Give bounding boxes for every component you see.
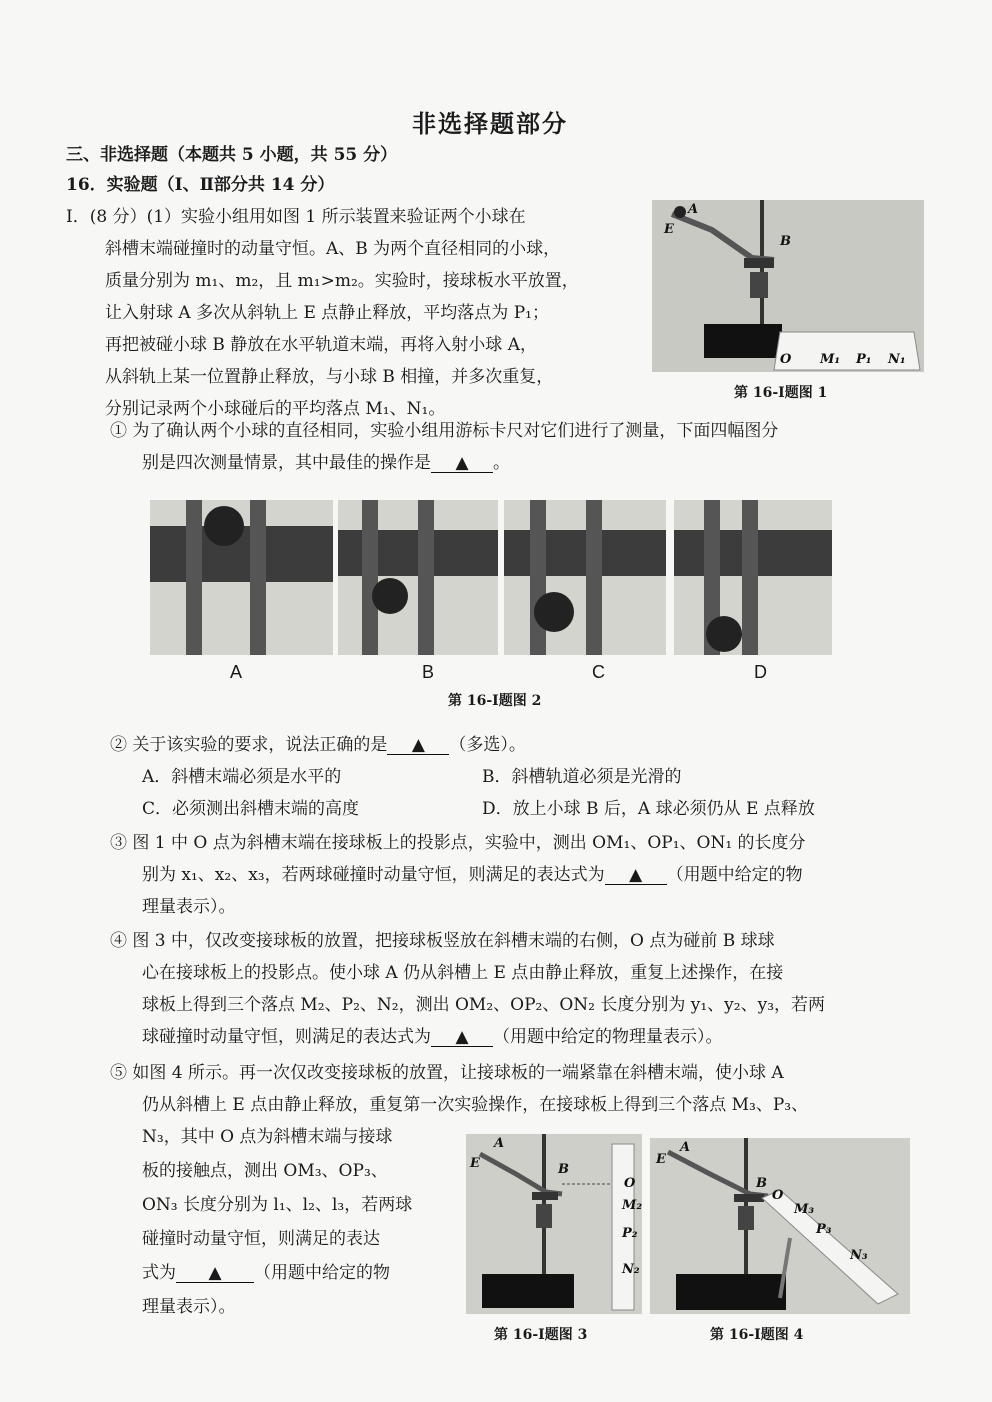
label-P3: P₃ bbox=[816, 1222, 832, 1237]
figure-2-caption: 第 16-Ⅰ题图 2 bbox=[448, 693, 542, 709]
label-O: O bbox=[780, 352, 792, 367]
q5-line: 碰撞时动量守恒，则满足的表达 bbox=[142, 1229, 380, 1249]
q5-line: ON₃ 长度分别为 l₁、l₂、l₃，若两球 bbox=[142, 1195, 413, 1215]
intro-line: 质量分别为 m₁、m₂，且 m₁>m₂。实验时，接球板水平放置， bbox=[105, 271, 579, 291]
q4-text: 球碰撞时动量守恒，则满足的表达式为 bbox=[142, 1027, 431, 1047]
caliper-photo-c bbox=[504, 500, 666, 655]
label-P1: P₁ bbox=[856, 352, 872, 367]
label-M1: M₁ bbox=[820, 352, 841, 367]
option-label-c: C bbox=[592, 662, 605, 682]
question-heading: 16．实验题（Ⅰ、Ⅱ部分共 14 分） bbox=[66, 175, 335, 195]
q4-line: ④ 图 3 中，仅改变接球板的放置，把接球板竖放在斜槽末端的右侧，O 点为碰前 B 球球 bbox=[110, 931, 775, 951]
q4-line: 球板上得到三个落点 M₂、P₂、N₂，测出 OM₂、OP₂、ON₂ 长度分别为 y₁、y₂、y₃，若两 bbox=[142, 995, 826, 1015]
q1-text: 别是四次测量情景，其中最佳的操作是 bbox=[142, 453, 431, 473]
label-O: O bbox=[772, 1188, 784, 1203]
q3-end: （用题中给定的物 bbox=[666, 865, 803, 885]
intro-line: 从斜轨上某一位置静止释放，与小球 B 相撞，并多次重复， bbox=[105, 367, 554, 387]
intro-line: 让入射球 A 多次从斜轨上 E 点静止释放，平均落点为 P₁； bbox=[105, 303, 549, 323]
figure-1-caption: 第 16-Ⅰ题图 1 bbox=[734, 385, 828, 401]
intro-line: Ⅰ．(8 分）(1）实验小组用如图 1 所示装置来验证两个小球在 bbox=[66, 207, 526, 227]
label-E: E bbox=[656, 1152, 666, 1167]
intro-line: 斜槽末端碰撞时的动量守恒。A、B 为两个直径相同的小球， bbox=[105, 239, 561, 259]
q5-end: （用题中给定的物 bbox=[254, 1263, 390, 1283]
q4-line: 心在接球板上的投影点。使小球 A 仍从斜槽上 E 点由静止释放，重复上述操作，在接 bbox=[142, 963, 784, 983]
label-N1: N₁ bbox=[888, 352, 906, 367]
answer-blank[interactable]: ▲ bbox=[176, 1264, 254, 1283]
answer-blank[interactable]: ▲ bbox=[431, 1028, 493, 1047]
q1-line: ① 为了确认两个小球的直径相同，实验小组用游标卡尺对它们进行了测量，下面四幅图分 bbox=[110, 421, 779, 441]
label-A: A bbox=[688, 202, 699, 217]
figure-3-photo bbox=[466, 1134, 642, 1314]
option-label-a: A bbox=[230, 662, 243, 682]
q3-line: 理量表示）。 bbox=[142, 897, 236, 917]
answer-blank[interactable]: ▲ bbox=[387, 736, 449, 755]
answer-blank[interactable]: ▲ bbox=[605, 866, 667, 885]
label-B: B bbox=[558, 1162, 569, 1177]
apparatus-illustration bbox=[652, 200, 924, 372]
figure-4-caption: 第 16-Ⅰ题图 4 bbox=[710, 1327, 804, 1343]
q3-line bbox=[142, 864, 803, 886]
caliper-photo-b bbox=[338, 500, 498, 655]
q3-text: 别为 x₁、x₂、x₃，若两球碰撞时动量守恒，则满足的表达式为 bbox=[142, 865, 605, 885]
q5-line: 板的接触点，测出 OM₃、OP₃、 bbox=[142, 1161, 388, 1181]
caliper-photo-a bbox=[150, 500, 333, 655]
figure-4-photo bbox=[650, 1138, 910, 1314]
label-B: B bbox=[756, 1176, 767, 1191]
label-A: A bbox=[680, 1140, 691, 1155]
q4-line bbox=[142, 1026, 723, 1048]
q5-line bbox=[142, 1262, 390, 1284]
caliper-photo-d bbox=[674, 500, 832, 655]
figure-3-caption: 第 16-Ⅰ题图 3 bbox=[494, 1327, 588, 1343]
figure-1-photo bbox=[652, 200, 924, 372]
q4-end: （用题中给定的物理量表示）。 bbox=[493, 1027, 723, 1047]
label-A: A bbox=[494, 1136, 505, 1151]
label-E: E bbox=[470, 1156, 480, 1171]
page-title: 非选择题部分 bbox=[412, 109, 568, 138]
q2-option-b: B．斜槽轨道必须是光滑的 bbox=[482, 767, 682, 787]
label-N3: N₃ bbox=[850, 1248, 868, 1263]
option-label-d: D bbox=[754, 662, 767, 682]
q5-text: 式为 bbox=[142, 1263, 176, 1283]
q2-option-d: D．放上小球 B 后，A 球必须仍从 E 点释放 bbox=[482, 799, 815, 819]
q5-line: N₃，其中 O 点为斜槽末端与接球 bbox=[142, 1127, 393, 1147]
q1-end: 。 bbox=[493, 453, 510, 473]
answer-blank[interactable]: ▲ bbox=[431, 454, 493, 473]
q2-end: （多选）。 bbox=[449, 735, 526, 755]
label-N2: N₂ bbox=[622, 1262, 640, 1277]
label-B: B bbox=[780, 234, 791, 249]
label-P2: P₂ bbox=[622, 1226, 638, 1241]
q3-line: ③ 图 1 中 O 点为斜槽末端在接球板上的投影点，实验中，测出 OM₁、OP₁、ON₁ 的长度分 bbox=[110, 833, 806, 853]
label-E: E bbox=[664, 222, 674, 237]
option-label-b: B bbox=[422, 662, 435, 682]
label-O: O bbox=[624, 1176, 636, 1191]
section-heading: 三、非选择题（本题共 5 小题，共 55 分） bbox=[66, 145, 398, 165]
q2-option-c: C．必须测出斜槽末端的高度 bbox=[142, 799, 360, 819]
q5-line: 理量表示）。 bbox=[142, 1297, 236, 1317]
label-M3: M₃ bbox=[794, 1202, 815, 1217]
q2-text: ② 关于该实验的要求，说法正确的是 bbox=[110, 735, 388, 755]
q1-line bbox=[142, 452, 510, 474]
q2-option-a: A．斜槽末端必须是水平的 bbox=[142, 767, 342, 787]
q5-line: 仍从斜槽上 E 点由静止释放，重复第一次实验操作，在接球板上得到三个落点 M₃、P₃、 bbox=[142, 1095, 809, 1115]
label-M2: M₂ bbox=[622, 1198, 642, 1213]
intro-line: 分别记录两个小球碰后的平均落点 M₁、N₁。 bbox=[105, 399, 446, 419]
intro-line: 再把被碰小球 B 静放在水平轨道末端，再将入射小球 A， bbox=[105, 335, 537, 355]
q2-stem bbox=[110, 734, 526, 756]
q5-line: ⑤ 如图 4 所示。再一次仅改变接球板的放置，让接球板的一端紧靠在斜槽末端，使小球 A bbox=[110, 1063, 784, 1083]
